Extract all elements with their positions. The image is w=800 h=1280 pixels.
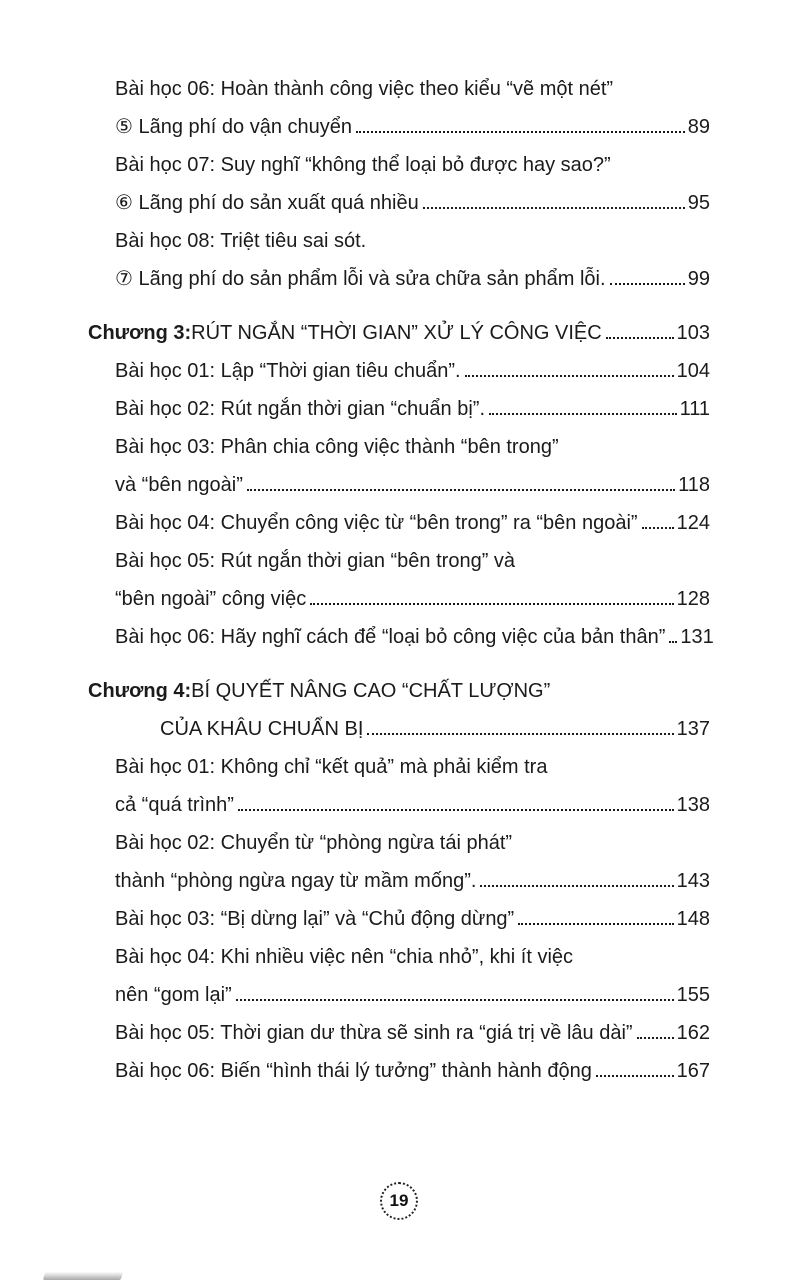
toc-entry-continuation: [88, 976, 710, 1014]
chapter-label: Chương 3:: [88, 322, 192, 344]
toc-lesson-entry: [88, 146, 710, 184]
page-number: 104: [676, 360, 710, 382]
dot-leader: [489, 413, 677, 415]
chapter-label: Chương 4:: [88, 680, 192, 702]
toc-lesson-entry: [88, 352, 710, 390]
page-number: 103: [676, 322, 710, 344]
page-number: 118: [678, 474, 710, 496]
entry-text: thành “phòng ngừa ngay từ mầm mống”.: [115, 870, 477, 892]
entry-text: cả “quá trình”: [115, 794, 234, 816]
toc-chapter-continuation: [88, 710, 710, 748]
dot-leader: [247, 489, 675, 491]
entry-text: Bài học 03: Phân chia công việc thành “bên trong”: [115, 436, 559, 458]
entry-text: RÚT NGẮN “THỜI GIAN” XỬ LÝ CÔNG VIỆC: [191, 322, 602, 344]
toc-entry-continuation: [88, 862, 710, 900]
entry-text: Bài học 07: Suy nghĩ “không thể loại bỏ được hay sao?”: [115, 154, 611, 176]
page-number: 124: [676, 512, 710, 534]
page-number: 162: [676, 1022, 710, 1044]
entry-text: ⑦ Lãng phí do sản phẩm lỗi và sửa chữa sản phẩm lỗi.: [115, 268, 606, 290]
entry-text: nên “gom lại”: [115, 984, 232, 1006]
dot-leader: [310, 603, 673, 605]
entry-text: Bài học 01: Không chỉ “kết quả” mà phải kiểm tra: [115, 756, 548, 778]
entry-text: Bài học 05: Thời gian dư thừa sẽ sinh ra “giá trị về lâu dài”: [115, 1022, 633, 1044]
entry-text: Bài học 08: Triệt tiêu sai sót.: [115, 230, 367, 252]
entry-text: Bài học 04: Khi nhiều việc nên “chia nhỏ”, khi ít việc: [115, 946, 574, 968]
toc-lesson-entry: [88, 428, 710, 466]
entry-text: Bài học 01: Lập “Thời gian tiêu chuẩn”.: [115, 360, 461, 382]
toc-lesson-entry: [88, 900, 710, 938]
toc-lesson-entry: [88, 748, 710, 786]
entry-text: Bài học 06: Hãy nghĩ cách để “loại bỏ công việc của bản thân”: [115, 626, 666, 648]
page-number-badge: 19: [380, 1182, 418, 1220]
entry-text: CỦA KHÂU CHUẨN BỊ: [160, 718, 364, 740]
toc-lesson-entry: [88, 1014, 710, 1052]
page-number: 95: [687, 192, 710, 214]
toc-lesson-entry: [88, 1052, 710, 1090]
entry-text: Bài học 02: Rút ngắn thời gian “chuẩn bị”.: [115, 398, 486, 420]
dot-leader: [669, 641, 677, 643]
dot-leader: [423, 207, 685, 209]
dot-leader: [480, 885, 673, 887]
page-number: 111: [679, 398, 710, 420]
toc-chapter-entry: [88, 672, 710, 710]
entry-text: Bài học 06: Biến “hình thái lý tưởng” thành hành động: [115, 1060, 592, 1082]
dot-leader: [596, 1075, 674, 1077]
entry-text: ⑤ Lãng phí do vận chuyển: [115, 116, 352, 138]
page-number: 167: [676, 1060, 710, 1082]
page-number: 155: [676, 984, 710, 1006]
entry-text: Bài học 03: “Bị dừng lại” và “Chủ động dừng”: [115, 908, 515, 930]
page-number: 131: [680, 626, 714, 648]
dot-leader: [637, 1037, 674, 1039]
page-number: 128: [676, 588, 710, 610]
entry-text: Bài học 04: Chuyển công việc từ “bên trong” ra “bên ngoài”: [115, 512, 638, 534]
entry-text: Bài học 02: Chuyển từ “phòng ngừa tái phát”: [115, 832, 513, 854]
dot-leader: [236, 999, 674, 1001]
page-number: 138: [676, 794, 710, 816]
dot-leader: [465, 375, 674, 377]
toc-entry-continuation: [88, 580, 710, 618]
toc-lesson-entry: [88, 390, 710, 428]
entry-text: Bài học 05: Rút ngắn thời gian “bên trong” và: [115, 550, 516, 572]
toc-entry-continuation: [88, 260, 710, 298]
page-number: 99: [687, 268, 710, 290]
toc-lesson-entry: [88, 504, 710, 542]
dot-leader: [518, 923, 673, 925]
toc-chapter-entry: [88, 314, 710, 352]
toc-entry-continuation: [88, 466, 710, 504]
page-number: 148: [676, 908, 710, 930]
dot-leader: [606, 337, 674, 339]
dot-leader: [367, 733, 673, 735]
entry-text: Bài học 06: Hoàn thành công việc theo kiểu “vẽ một nét”: [115, 78, 614, 100]
dot-leader: [356, 131, 685, 133]
page-number: 137: [676, 718, 710, 740]
toc-lesson-entry: [88, 222, 710, 260]
toc-lesson-entry: [88, 938, 710, 976]
toc-entry-continuation: [88, 786, 710, 824]
dot-leader: [610, 283, 685, 285]
entry-text: ⑥ Lãng phí do sản xuất quá nhiều: [115, 192, 419, 214]
entry-text: BÍ QUYẾT NÂNG CAO “CHẤT LƯỢNG”: [191, 680, 551, 702]
page-footer: [88, 1182, 710, 1220]
dot-leader: [642, 527, 674, 529]
toc-lesson-entry: [88, 618, 714, 656]
toc-lesson-entry: [88, 542, 710, 580]
toc-entry-continuation: [88, 108, 710, 146]
entry-text: và “bên ngoài”: [115, 474, 243, 496]
toc-lesson-entry: [88, 70, 710, 108]
scan-artifact: [43, 1272, 124, 1280]
page-number: 89: [687, 116, 710, 138]
entry-text: “bên ngoài” công việc: [115, 588, 307, 610]
toc-entry-continuation: [88, 184, 710, 222]
toc-lesson-entry: [88, 824, 710, 862]
dot-leader: [238, 809, 674, 811]
page-number: 143: [676, 870, 710, 892]
